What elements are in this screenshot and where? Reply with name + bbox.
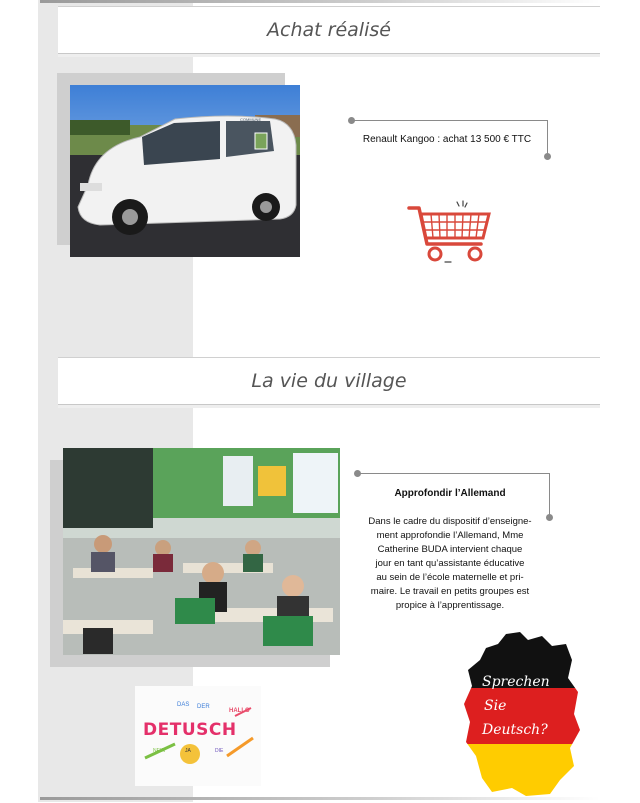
- van-photo: [70, 85, 300, 257]
- doodle-word: DAS: [177, 702, 190, 708]
- paragraph-line: propice à l’apprentissage.: [395, 600, 505, 611]
- section-title-village: La vie du village: [251, 370, 407, 392]
- deutsch-logo-text: DETUSCH: [143, 720, 237, 740]
- map-line-2: Sie: [484, 698, 507, 714]
- germany-flag-map: [462, 630, 582, 798]
- doodle-word: NEIN: [153, 748, 165, 754]
- paragraph-line: jour en tant qu’assistante éducative: [375, 558, 525, 569]
- shopping-cart-icon: [405, 200, 493, 266]
- section-title-purchase: Achat réalisé: [267, 19, 391, 41]
- callout2-dot-end: [546, 514, 553, 521]
- paragraph-line: Catherine BUDA intervient chaque: [377, 544, 523, 555]
- classroom-photo: [63, 448, 340, 655]
- paragraph-line: au sein de l’école maternelle et pri-: [376, 572, 524, 583]
- village-heading: Approfondir l’Allemand: [394, 488, 506, 499]
- van-logo-text: COMMUNE: [240, 117, 262, 122]
- section-header-purchase: [58, 6, 600, 54]
- paragraph-line: maire. Le travail en petits groupes est: [370, 586, 530, 597]
- deutsch-doodle-image: [135, 686, 261, 786]
- paragraph-line: Dans le cadre du dispositif d’enseigne-: [368, 516, 532, 527]
- top-rule: [40, 0, 600, 3]
- doodle-word: DIE: [215, 748, 224, 754]
- map-line-3: Deutsch?: [482, 722, 548, 738]
- map-line-1: Sprechen: [482, 674, 550, 690]
- section-header-village: [58, 357, 600, 405]
- doodle-word: DER: [197, 704, 210, 710]
- doodle-word: JA: [185, 748, 191, 754]
- doodle-word: HALLO: [229, 708, 250, 714]
- village-paragraph: [357, 515, 543, 613]
- callout-dot-end: [544, 153, 551, 160]
- purchase-caption: Renault Kangoo : achat 13 500 € TTC: [362, 134, 532, 145]
- paragraph-line: ment approfondie l’Allemand, Mme: [376, 530, 524, 541]
